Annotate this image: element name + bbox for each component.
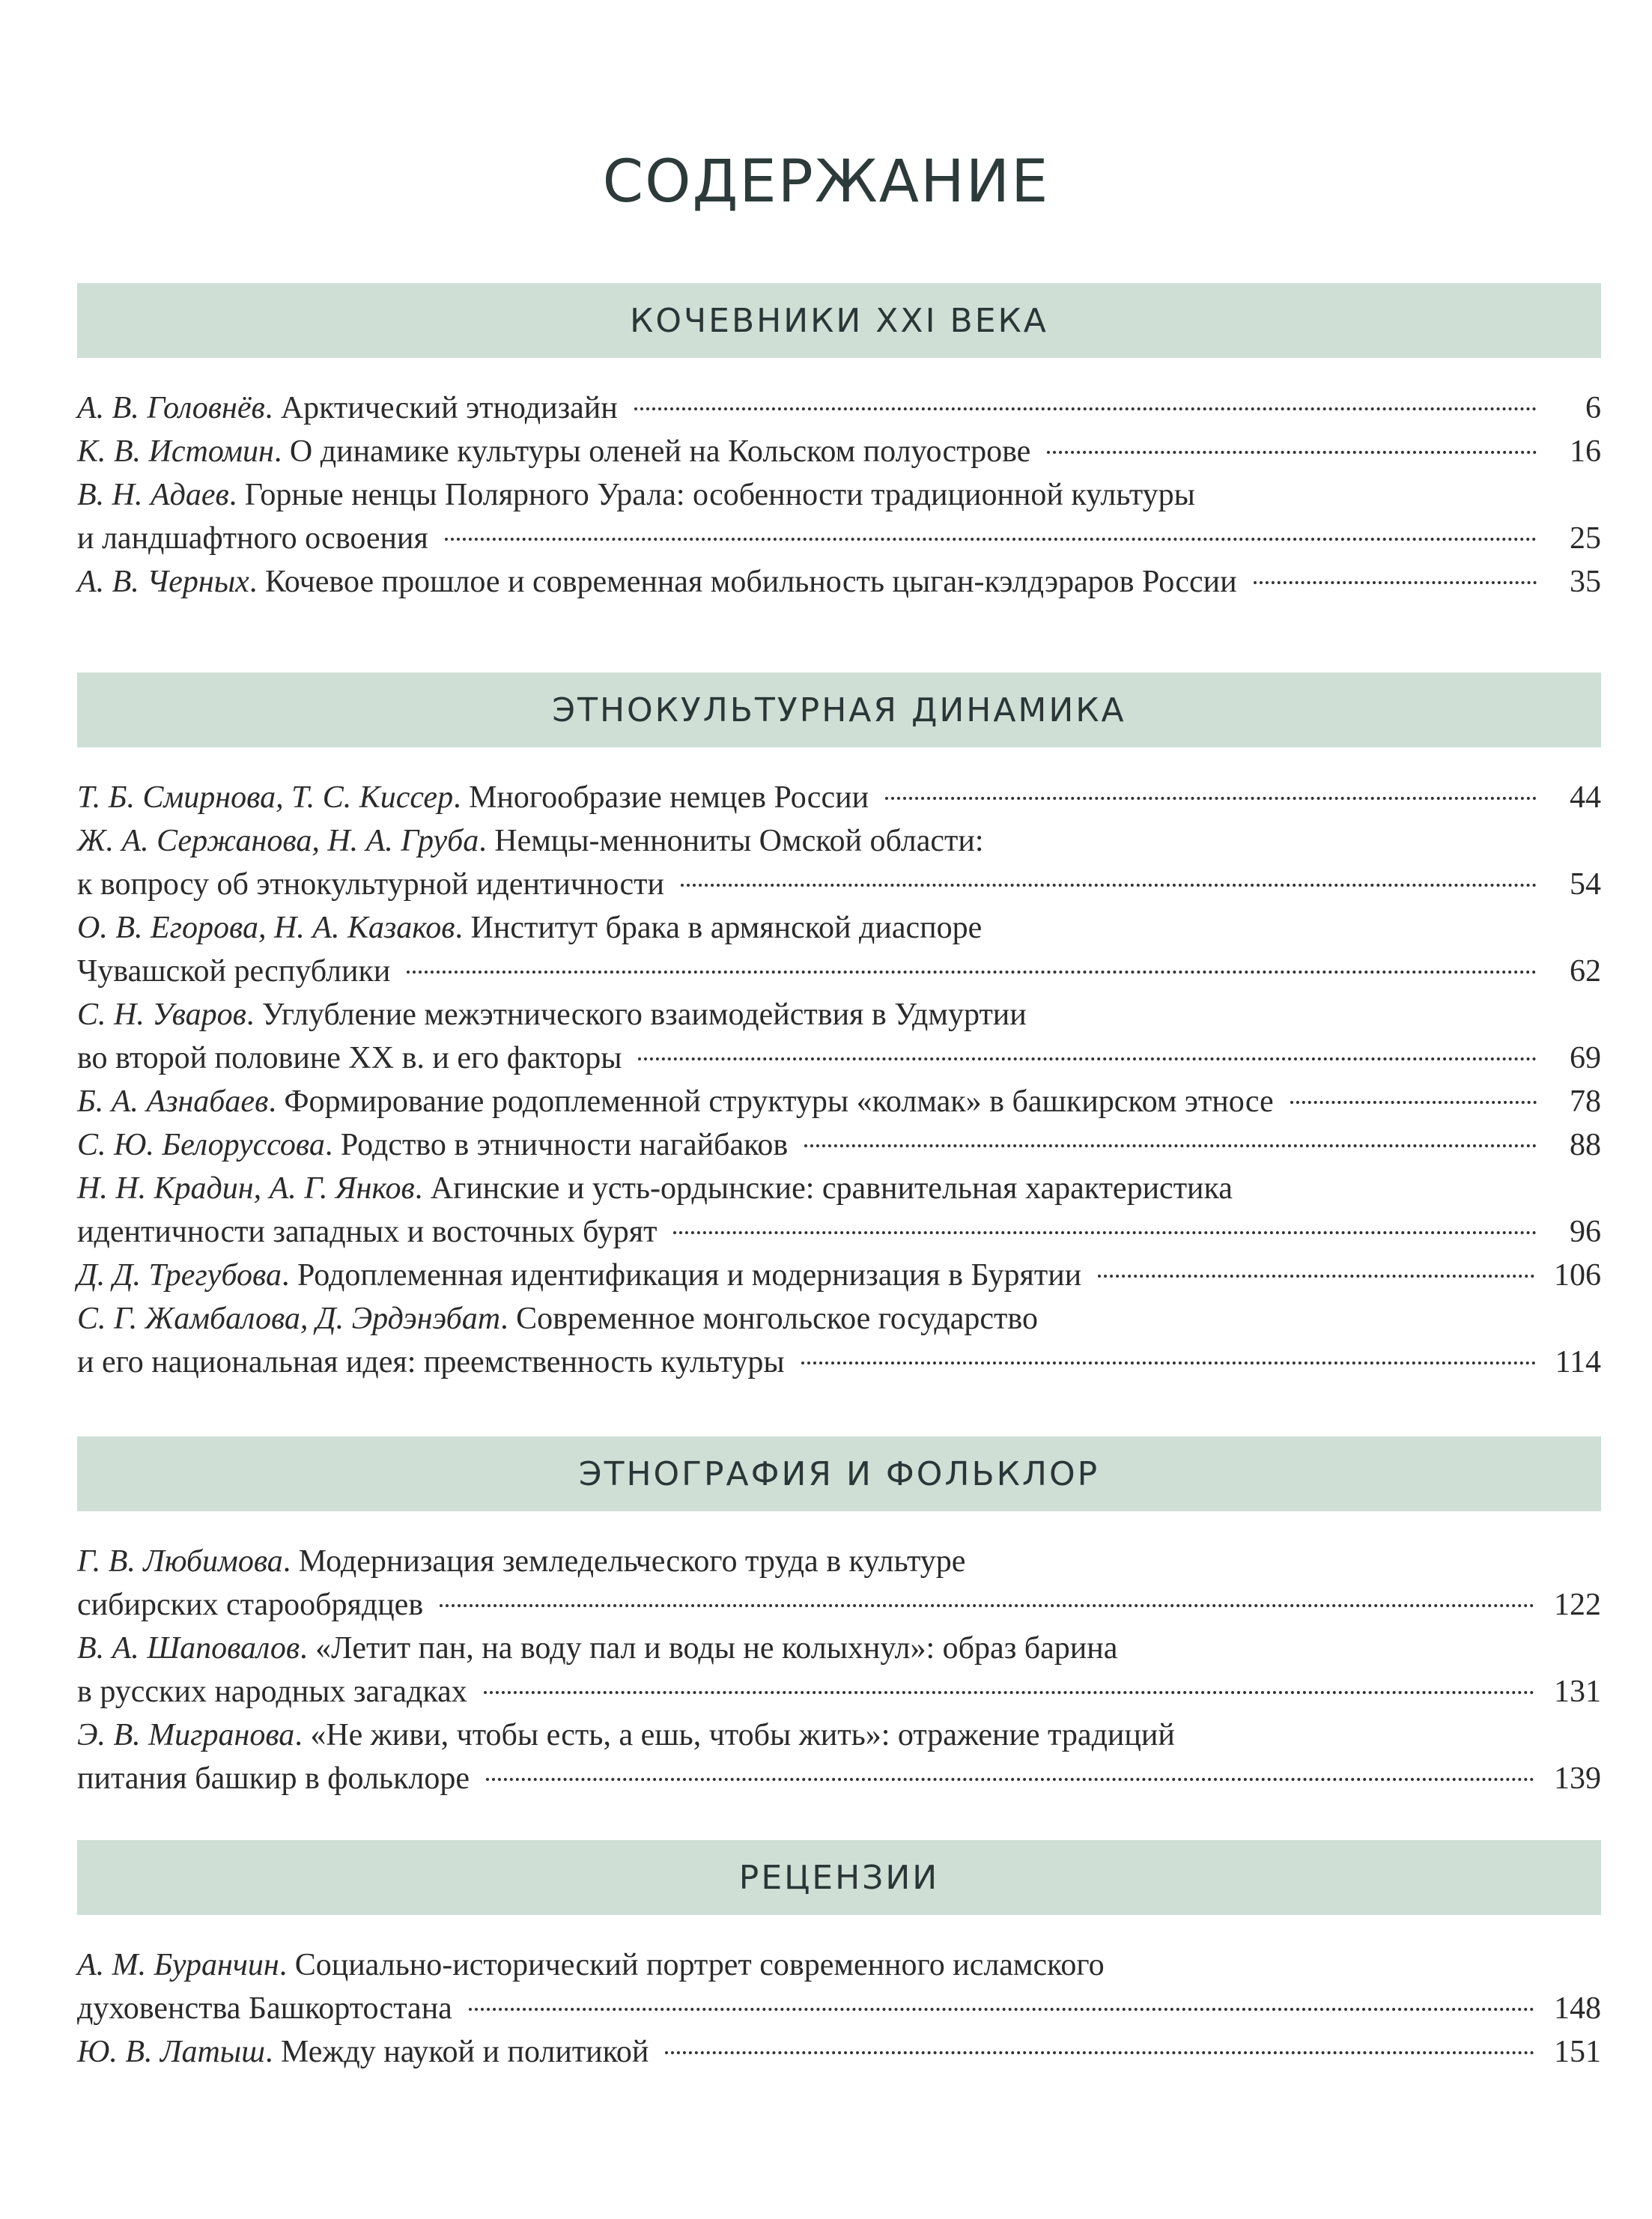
entry-page-number: 106	[1554, 1258, 1601, 1293]
toc-entry[interactable]	[77, 2030, 1601, 2074]
toc-entry-line	[77, 993, 1601, 1036]
toc-entry-line	[77, 1757, 1601, 1800]
dot-leader	[440, 1604, 1534, 1607]
entry-author: А. М. Буранчин	[77, 1948, 279, 1982]
entry-page-number: 88	[1570, 1128, 1601, 1162]
dot-leader	[1047, 451, 1537, 454]
toc-entry-line	[77, 1167, 1601, 1210]
toc-entry-line	[77, 1341, 1601, 1384]
entry-author: Г. В. Любимова	[77, 1544, 283, 1579]
toc-entry-line	[77, 950, 1601, 993]
toc-entry-line	[77, 1254, 1601, 1297]
entry-title: Между наукой и политикой	[280, 2035, 649, 2069]
author-separator: .	[249, 565, 265, 599]
section-reviews	[77, 1840, 1601, 2074]
author-separator: .	[324, 1128, 341, 1162]
author-separator: .	[414, 1171, 431, 1206]
dot-leader	[484, 1691, 1534, 1694]
entry-page-number: 151	[1554, 2035, 1601, 2069]
toc-entry-line	[77, 1210, 1601, 1254]
toc-entry-list	[77, 1943, 1601, 2074]
section-title: ЭТНОКУЛЬТУРНАЯ ДИНАМИКА	[552, 690, 1126, 729]
entry-author: Ж. А. Сержанова, Н. А. Груба	[77, 824, 479, 858]
entry-page-number: 25	[1570, 521, 1601, 556]
entry-title: в русских народных загадках	[77, 1675, 467, 1709]
entry-title: Многообразие немцев России	[469, 780, 869, 815]
entry-author: С. Н. Уваров	[77, 998, 246, 1032]
author-separator: .	[455, 911, 471, 945]
toc-entry[interactable]	[77, 386, 1601, 430]
dot-leader	[804, 1144, 1537, 1147]
entry-author: К. В. Истомин	[77, 434, 274, 469]
author-separator: .	[228, 478, 245, 512]
entry-title: Немцы-меннониты Омской области:	[494, 824, 984, 858]
entry-author: В. Н. Адаев	[77, 478, 229, 512]
dot-leader	[1254, 581, 1537, 584]
entry-page-number: 122	[1554, 1588, 1601, 1622]
entry-title: Углубление межэтнического взаимодействия в Удмуртии	[261, 998, 1027, 1032]
entry-title: сибирских старообрядцев	[77, 1588, 424, 1622]
toc-entry-line	[77, 776, 1601, 819]
author-separator: .	[273, 434, 290, 469]
toc-entry[interactable]	[77, 1254, 1601, 1297]
entry-page-number: 54	[1570, 867, 1601, 902]
section-header	[77, 1436, 1601, 1511]
entry-title: духовенства Башкортостана	[77, 1991, 452, 2026]
toc-entry-line	[77, 560, 1601, 604]
entry-title: Социально-исторический портрет современного исламского	[294, 1948, 1105, 1982]
entry-title: и его национальная идея: преемственность культуры	[77, 1345, 785, 1379]
author-separator: .	[279, 1948, 295, 1982]
entry-page-number: 16	[1570, 434, 1601, 469]
entry-author: О. В. Егорова, Н. А. Казаков	[77, 911, 455, 945]
entry-author: Д. Д. Трегубова	[77, 1258, 282, 1293]
entry-page-number: 96	[1570, 1215, 1601, 1249]
author-separator: .	[264, 391, 281, 425]
entry-page-number: 78	[1570, 1084, 1601, 1119]
entry-page-number: 6	[1585, 391, 1601, 425]
dot-leader	[486, 1778, 1534, 1781]
toc-entry-line	[77, 430, 1601, 473]
section-ethnography-folklore	[77, 1436, 1601, 1800]
entry-author: Ю. В. Латыш	[77, 2035, 265, 2069]
toc-entry-line	[77, 863, 1601, 906]
toc-entry-line	[77, 1713, 1601, 1757]
section-title: РЕЦЕНЗИИ	[738, 1858, 940, 1897]
entry-title: Чувашской республики	[77, 954, 391, 989]
toc-entry[interactable]	[77, 1713, 1601, 1800]
toc-entry-line	[77, 906, 1601, 950]
dot-leader	[681, 884, 1537, 887]
toc-entry-line	[77, 473, 1601, 517]
toc-entry-line	[77, 1943, 1601, 1987]
toc-entry[interactable]	[77, 473, 1601, 560]
entry-author: Т. Б. Смирнова, Т. С. Киссер	[77, 780, 454, 815]
entry-author: Э. В. Мигранова	[77, 1718, 295, 1752]
toc-entry[interactable]	[77, 1627, 1601, 1713]
dot-leader	[1290, 1101, 1537, 1104]
dot-leader	[407, 971, 1537, 974]
entry-title: Родство в этничности нагайбаков	[340, 1128, 789, 1162]
section-title: ЭТНОГРАФИЯ И ФОЛЬКЛОР	[578, 1454, 1100, 1493]
entry-title: и ландшафтного освоения	[77, 521, 428, 556]
entry-page-number: 114	[1555, 1345, 1601, 1379]
toc-entry-list	[77, 776, 1601, 1384]
entry-title: Арктический этнодизайн	[280, 391, 618, 425]
entry-author: С. Ю. Белоруссова	[77, 1128, 325, 1162]
entry-title: О динамике культуры оленей на Кольском полуострове	[289, 434, 1031, 469]
dot-leader	[1098, 1275, 1534, 1278]
toc-entry-line	[77, 1627, 1601, 1670]
entry-page-number: 62	[1570, 954, 1601, 989]
page-title: СОДЕРЖАНИЕ	[602, 148, 1050, 216]
toc-entry-line	[77, 1297, 1601, 1341]
toc-entry[interactable]	[77, 906, 1601, 993]
entry-title: идентичности западных и восточных бурят	[77, 1215, 658, 1249]
author-separator: .	[294, 1718, 311, 1752]
toc-entry-line	[77, 2030, 1601, 2074]
toc-entry[interactable]	[77, 776, 1601, 819]
toc-entry[interactable]	[77, 560, 1601, 604]
entry-title: к вопросу об этнокультурной идентичности	[77, 867, 664, 902]
author-separator: .	[300, 1631, 316, 1666]
entry-page-number: 35	[1570, 565, 1601, 599]
entry-title: Модернизация земледельческого труда в культуре	[298, 1544, 966, 1579]
dot-leader	[801, 1362, 1536, 1365]
section-title: КОЧЕВНИКИ XXI ВЕКА	[630, 301, 1048, 340]
entry-title: Современное монгольское государство	[516, 1302, 1038, 1336]
toc-entry[interactable]	[77, 1123, 1601, 1167]
dot-leader	[445, 538, 1537, 541]
author-separator: .	[246, 998, 262, 1032]
toc-entry-list	[77, 386, 1601, 604]
section-header	[77, 1840, 1601, 1915]
entry-title: «Летит пан, на воду пал и воды не колыхнул»: образ барина	[315, 1631, 1118, 1666]
dot-leader	[469, 2008, 1534, 2011]
toc-entry-line	[77, 1987, 1601, 2030]
toc-entry[interactable]	[77, 1080, 1601, 1123]
toc-entry[interactable]	[77, 819, 1601, 906]
section-header	[77, 673, 1601, 747]
entry-title: во второй половине XX в. и его факторы	[77, 1041, 622, 1075]
dot-leader	[665, 2051, 1534, 2054]
entry-page-number: 69	[1570, 1041, 1601, 1075]
section-header	[77, 283, 1601, 358]
toc-entry-line	[77, 1080, 1601, 1123]
author-separator: .	[268, 1084, 285, 1119]
entry-title: Агинские и усть-ордынские: сравнительная характеристика	[430, 1171, 1233, 1206]
dot-leader	[634, 407, 1537, 410]
toc-entry-line	[77, 1036, 1601, 1080]
toc-entry[interactable]	[77, 1297, 1601, 1384]
entry-title: Горные ненцы Полярного Урала: особенности традиционной культуры	[244, 478, 1195, 512]
entry-page-number: 131	[1554, 1675, 1601, 1709]
author-separator: .	[500, 1302, 517, 1336]
toc-entry-line	[77, 819, 1601, 863]
dot-leader	[638, 1057, 1537, 1060]
toc-entry-line	[77, 517, 1601, 560]
section-nomads	[77, 283, 1601, 604]
toc-entry-line	[77, 1583, 1601, 1627]
toc-entry-line	[77, 386, 1601, 430]
entry-page-number: 148	[1554, 1991, 1601, 2026]
author-separator: .	[281, 1258, 297, 1293]
entry-title: питания башкир в фольклоре	[77, 1761, 470, 1796]
entry-author: А. В. Головнёв	[77, 391, 265, 425]
entry-page-number: 139	[1554, 1761, 1601, 1796]
entry-title: Кочевое прошлое и современная мобильность цыган-кэлдэраров России	[264, 565, 1237, 599]
entry-title: Формирование родоплеменной структуры «колмак» в башкирском этносе	[284, 1084, 1274, 1119]
entry-title: Родоплеменная идентификация и модернизация в Бурятии	[297, 1258, 1082, 1293]
toc-entry-line	[77, 1540, 1601, 1583]
entry-author: Н. Н. Крадин, А. Г. Янков	[77, 1171, 415, 1206]
entry-author: В. А. Шаповалов	[77, 1631, 300, 1666]
toc-entry[interactable]	[77, 1540, 1601, 1627]
toc-entry-line	[77, 1670, 1601, 1713]
entry-title: Институт брака в армянской диаспоре	[470, 911, 983, 945]
dot-leader	[885, 797, 1537, 800]
entry-title: «Не живи, чтобы есть, а ешь, чтобы жить»: отражение традиций	[310, 1718, 1175, 1752]
author-separator: .	[282, 1544, 299, 1579]
entry-author: А. В. Черных	[77, 565, 249, 599]
entry-author: Б. А. Азнабаев	[77, 1084, 269, 1119]
toc-entry-line	[77, 1123, 1601, 1167]
dot-leader	[673, 1231, 1537, 1234]
toc-entry-list	[77, 1540, 1601, 1800]
entry-author: С. Г. Жамбалова, Д. Эрдэнэбат	[77, 1302, 501, 1336]
section-ethnocultural-dynamics	[77, 673, 1601, 1384]
author-separator: .	[479, 824, 495, 858]
toc-entry[interactable]	[77, 1167, 1601, 1254]
toc-entry[interactable]	[77, 1943, 1601, 2030]
entry-page-number: 44	[1570, 780, 1601, 815]
author-separator: .	[264, 2035, 281, 2069]
toc-entry[interactable]	[77, 993, 1601, 1080]
toc-entry[interactable]	[77, 430, 1601, 473]
author-separator: .	[453, 780, 470, 815]
